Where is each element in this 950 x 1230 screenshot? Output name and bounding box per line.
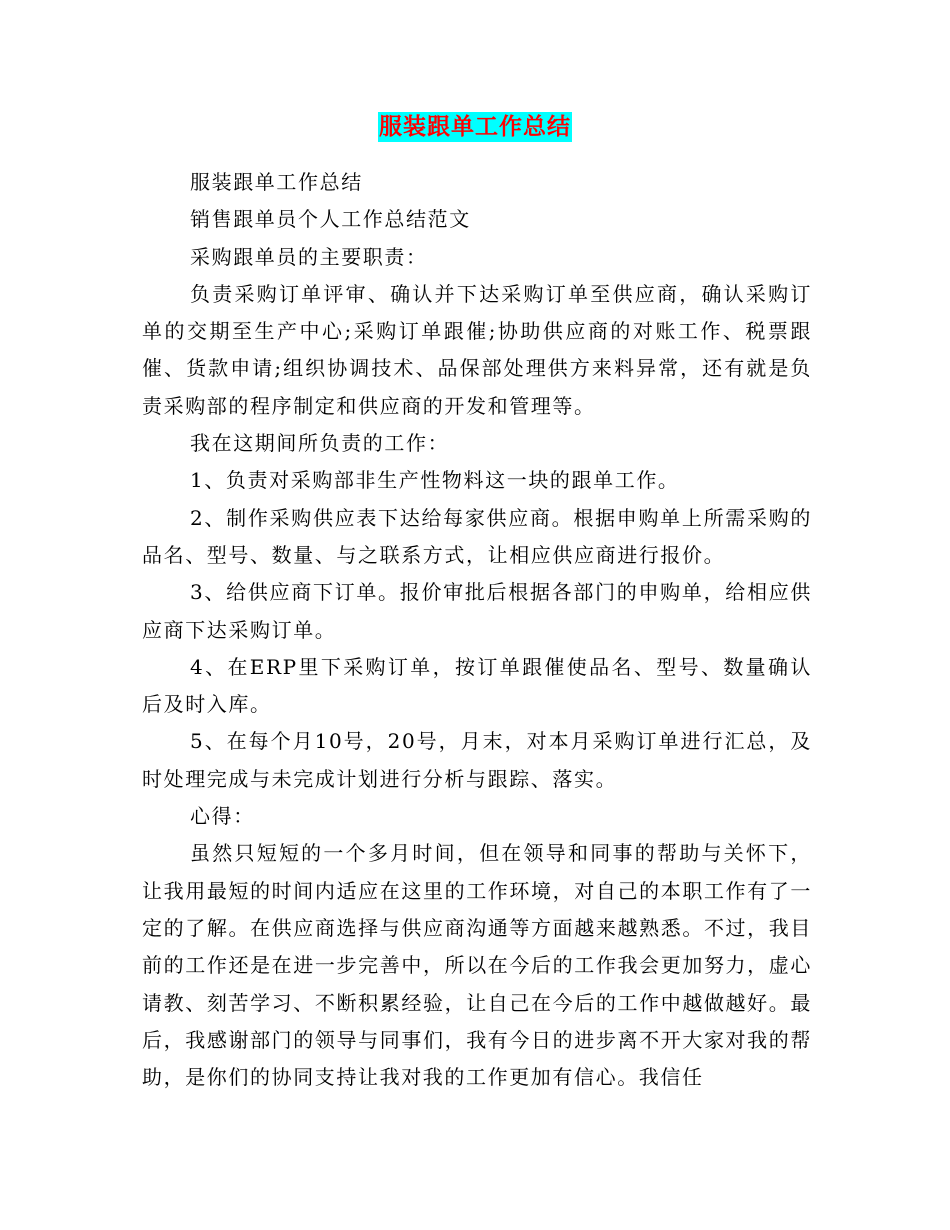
- paragraph: 心得：: [190, 804, 255, 829]
- paragraph: 采购跟单员的主要职责：: [190, 244, 428, 269]
- paragraph: 2、制作采购供应表下达给每家供应商。根据申购单上所需采购的品名、型号、数量、与之联系方式，让相应供应商进行报价。: [142, 505, 812, 567]
- paragraph: 1、负责对采购部非生产性物料这一块的跟单工作。: [190, 468, 680, 493]
- paragraph: 3、给供应商下订单。报价审批后根据各部门的申购单，给相应供应商下达采购订单。: [142, 580, 812, 642]
- paragraph: 4、在ERP里下采购订单，按订单跟催使品名、型号、数量确认后及时入库。: [142, 654, 812, 717]
- document-body: [142, 164, 812, 1096]
- paragraph: 虽然只短短的一个多月时间，但在领导和同事的帮助与关怀下，让我用最短的时间内适应在这里的工作环境，对自己的本职工作有了一定的了解。在供应商选择与供应商沟通等方面越来越熟悉。不过，我目前的工作还是在进一步完善中，所以在今后的工作我会更加努力，虚心请教、刻苦学习、不断积累经验，让自己在今后的工作中越做越好。最后，我感谢部门的领导与同事们，我有今日的进步离不开大家对我的帮助，是你们的协同支持让我对我的工作更加有信心。我信任: [142, 841, 812, 1090]
- document-title: 服装跟单工作总结: [379, 114, 571, 140]
- paragraph: 5、在每个月10号，20号，月末，对本月采购订单进行汇总，及时处理完成与未完成计划进行分析与跟踪、落实。: [142, 729, 812, 791]
- paragraph: 我在这期间所负责的工作：: [190, 431, 450, 456]
- paragraph: 服装跟单工作总结: [190, 170, 363, 194]
- paragraph: 负责采购订单评审、确认并下达采购订单至供应商，确认采购订单的交期至生产中心;采购订单跟催;协助供应商的对账工作、税票跟催、货款申请;组织协调技术、品保部处理供方来料异常，还有就是负责采购部的程序制定和供应商的开发和管理等。: [142, 281, 812, 418]
- title-container: [0, 112, 950, 142]
- paragraph: 销售跟单员个人工作总结范文: [190, 207, 471, 232]
